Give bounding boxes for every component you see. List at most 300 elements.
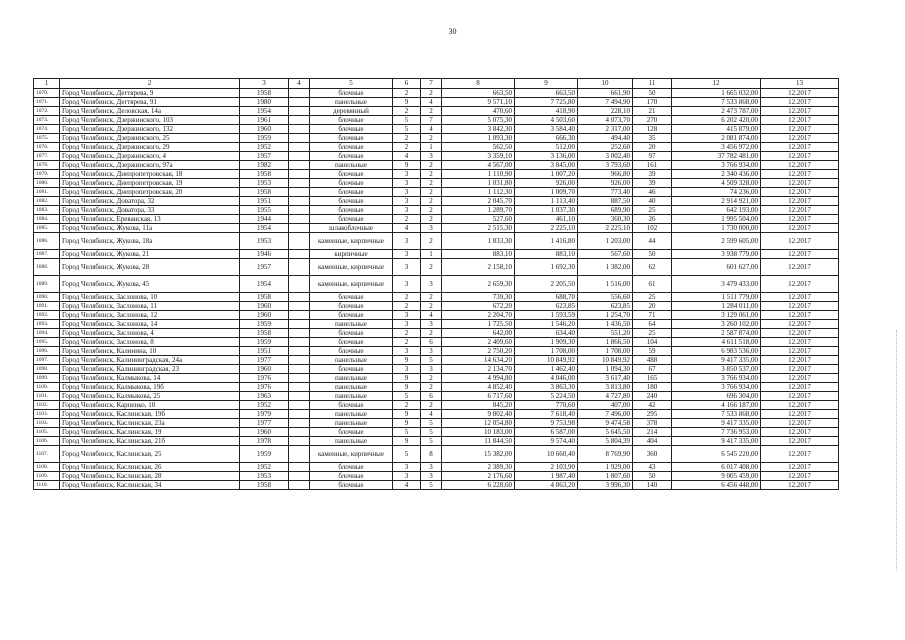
- table-cell: блочные: [310, 338, 393, 347]
- table-cell: 1101.: [34, 392, 60, 401]
- table-cell: Город Челябинск, Доватора, 33: [60, 206, 240, 215]
- table-cell: [289, 276, 310, 293]
- table-cell: 12.2017: [761, 98, 839, 107]
- table-cell: 527,60: [442, 215, 515, 224]
- table-cell: [289, 347, 310, 356]
- table-cell: 12.2017: [761, 206, 839, 215]
- table-cell: 1110.: [34, 481, 60, 490]
- table-cell: 4: [393, 481, 421, 490]
- table-cell: 12.2017: [761, 329, 839, 338]
- table-cell: Город Челябинск, Жукова, 11а: [60, 224, 240, 233]
- table-cell: блочные: [310, 329, 393, 338]
- table-cell: 1951: [240, 347, 289, 356]
- scan-edge-mark: [896, 330, 902, 570]
- table-cell: [289, 410, 310, 419]
- table-cell: 1098.: [34, 365, 60, 374]
- table-cell: панельные: [310, 161, 393, 170]
- table-row: [34, 197, 839, 206]
- table-cell: 21: [633, 107, 672, 116]
- table-cell: 6 717,60: [442, 392, 515, 401]
- table-cell: 2: [421, 206, 442, 215]
- table-cell: 2 340 436,00: [672, 170, 761, 179]
- table-cell: 3 260 102,00: [672, 320, 761, 329]
- table-cell: 3: [421, 276, 442, 293]
- table-cell: 1109.: [34, 472, 60, 481]
- table-cell: 926,00: [515, 179, 578, 188]
- table-cell: Город Челябинск, Днепропетровская, 18: [60, 170, 240, 179]
- table-cell: 40: [633, 197, 672, 206]
- table-cell: 3: [393, 179, 421, 188]
- table-row: [34, 383, 839, 392]
- table-cell: 4: [421, 98, 442, 107]
- table-cell: блочные: [310, 125, 393, 134]
- table-cell: 512,00: [515, 143, 578, 152]
- table-cell: [289, 481, 310, 490]
- table-cell: 12.2017: [761, 152, 839, 161]
- table-cell: 2: [421, 259, 442, 276]
- table-cell: [289, 233, 310, 250]
- table-cell: 494,40: [578, 134, 633, 143]
- table-cell: 3: [393, 311, 421, 320]
- table-cell: 3 584,40: [515, 125, 578, 134]
- table-cell: 128: [633, 125, 672, 134]
- table-cell: блочные: [310, 197, 393, 206]
- table-cell: 1 511 779,00: [672, 293, 761, 302]
- table-cell: 1982: [240, 161, 289, 170]
- table-cell: 7: [421, 116, 442, 125]
- table-cell: 623,85: [578, 302, 633, 311]
- table-cell: 1953: [240, 233, 289, 250]
- table-cell: 1086.: [34, 233, 60, 250]
- table-cell: 1078.: [34, 161, 60, 170]
- table-cell: 4 611 518,00: [672, 338, 761, 347]
- table-cell: 5: [421, 481, 442, 490]
- table-cell: 688,70: [515, 293, 578, 302]
- table-cell: 1106.: [34, 437, 60, 446]
- table-cell: 1959: [240, 320, 289, 329]
- column-header: 1: [34, 79, 60, 89]
- table-row: [34, 170, 839, 179]
- table-cell: 7 725,80: [515, 98, 578, 107]
- table-cell: 2: [421, 89, 442, 98]
- table-cell: 2: [393, 107, 421, 116]
- table-cell: Город Челябинск, Жукова, 18а: [60, 233, 240, 250]
- table-row: [34, 428, 839, 437]
- table-cell: 1 110,90: [442, 170, 515, 179]
- table-cell: 3: [421, 463, 442, 472]
- table-cell: 926,00: [578, 179, 633, 188]
- table-cell: 5: [421, 437, 442, 446]
- table-cell: 37 782 481,00: [672, 152, 761, 161]
- table-cell: панельные: [310, 383, 393, 392]
- table-cell: Город Челябинск, Каслинская, 21б: [60, 437, 240, 446]
- table-cell: 3: [421, 472, 442, 481]
- table-cell: 2 914 921,00: [672, 197, 761, 206]
- table-cell: [289, 311, 310, 320]
- table-cell: 3 996,30: [578, 481, 633, 490]
- table-cell: 9 571,10: [442, 98, 515, 107]
- table-cell: 1100.: [34, 383, 60, 392]
- table-cell: 9: [393, 410, 421, 419]
- table-cell: Город Челябинск, Деловская, 14а: [60, 107, 240, 116]
- table-cell: 1952: [240, 401, 289, 410]
- table-cell: 1959: [240, 338, 289, 347]
- table-cell: 7 736 953,00: [672, 428, 761, 437]
- table-cell: 140: [633, 481, 672, 490]
- table-cell: [289, 197, 310, 206]
- table-cell: 6 587,00: [515, 428, 578, 437]
- table-cell: 1977: [240, 356, 289, 365]
- column-header: 10: [578, 79, 633, 89]
- table-cell: Город Челябинск, Днепропетровская, 19: [60, 179, 240, 188]
- table-cell: 12.2017: [761, 179, 839, 188]
- table-cell: 12.2017: [761, 392, 839, 401]
- table-cell: 214: [633, 428, 672, 437]
- table-cell: [289, 89, 310, 98]
- table-cell: 3: [393, 320, 421, 329]
- table-cell: 2 515,30: [442, 224, 515, 233]
- table-cell: 12.2017: [761, 293, 839, 302]
- table-cell: 3 766 934,00: [672, 161, 761, 170]
- table-cell: 12.2017: [761, 125, 839, 134]
- table-cell: 404: [633, 437, 672, 446]
- table-row: [34, 329, 839, 338]
- table-cell: Город Челябинск, Каслинская, 34: [60, 481, 240, 490]
- table-cell: 1 007,20: [515, 170, 578, 179]
- table-cell: 6 202 420,00: [672, 116, 761, 125]
- table-cell: 1 203,00: [578, 233, 633, 250]
- table-cell: 5: [393, 125, 421, 134]
- table-cell: 12.2017: [761, 311, 839, 320]
- table-cell: 1 037,30: [515, 206, 578, 215]
- table-cell: деревянный: [310, 107, 393, 116]
- table-cell: [289, 134, 310, 143]
- table-cell: 1 807,60: [578, 472, 633, 481]
- table-cell: 2: [393, 329, 421, 338]
- table-row: [34, 320, 839, 329]
- table-cell: 39: [633, 179, 672, 188]
- table-cell: [289, 116, 310, 125]
- table-cell: панельные: [310, 98, 393, 107]
- table-cell: 165: [633, 374, 672, 383]
- table-cell: 1959: [240, 134, 289, 143]
- table-cell: 5: [393, 446, 421, 463]
- table-cell: 1093.: [34, 320, 60, 329]
- table-cell: 1083.: [34, 206, 60, 215]
- table-cell: блочные: [310, 89, 393, 98]
- table-cell: 12.2017: [761, 302, 839, 311]
- table-cell: 104: [633, 338, 672, 347]
- table-cell: 4: [421, 410, 442, 419]
- table-cell: 12 054,80: [442, 419, 515, 428]
- table-cell: 5 804,39: [578, 437, 633, 446]
- table-cell: 2: [421, 302, 442, 311]
- table-cell: 1954: [240, 224, 289, 233]
- table-cell: 12.2017: [761, 437, 839, 446]
- table-cell: 8: [421, 446, 442, 463]
- table-cell: Город Челябинск, Жукова, 28: [60, 259, 240, 276]
- table-cell: 1105.: [34, 428, 60, 437]
- table-cell: 883,10: [442, 250, 515, 259]
- table-cell: 2 750,20: [442, 347, 515, 356]
- table-cell: 1 987,40: [515, 472, 578, 481]
- column-header: 11: [633, 79, 672, 89]
- table-cell: 3 793,60: [578, 161, 633, 170]
- table-cell: 1 516,00: [578, 276, 633, 293]
- table-cell: 3: [393, 197, 421, 206]
- table-cell: 1075.: [34, 134, 60, 143]
- table-cell: 1102.: [34, 401, 60, 410]
- table-cell: блочные: [310, 428, 393, 437]
- table-cell: 1 289,70: [442, 206, 515, 215]
- table-cell: 12.2017: [761, 233, 839, 250]
- table-cell: 3: [421, 320, 442, 329]
- table-cell: 2: [421, 161, 442, 170]
- table-cell: 1960: [240, 428, 289, 437]
- table-cell: 12.2017: [761, 472, 839, 481]
- table-cell: Город Челябинск, Калининградская, 24а: [60, 356, 240, 365]
- table-cell: 2 225,10: [578, 224, 633, 233]
- table-cell: 3 850 537,00: [672, 365, 761, 374]
- page-number: 30: [448, 27, 457, 36]
- table-cell: Город Челябинск, Жукова, 21: [60, 250, 240, 259]
- table-cell: 5: [393, 116, 421, 125]
- table-cell: блочные: [310, 293, 393, 302]
- table-cell: 170: [633, 98, 672, 107]
- table-cell: Город Челябинск, Ереванская, 13: [60, 215, 240, 224]
- table-cell: 4 166 187,00: [672, 401, 761, 410]
- table-cell: 6 545 220,00: [672, 446, 761, 463]
- table-cell: 7 533 868,00: [672, 410, 761, 419]
- table-cell: 3 813,80: [578, 383, 633, 392]
- table-cell: 1 284 011,00: [672, 302, 761, 311]
- table-cell: панельные: [310, 374, 393, 383]
- table-cell: Город Челябинск, Днепропетровская, 20: [60, 188, 240, 197]
- table-cell: 2 659,30: [442, 276, 515, 293]
- table-cell: [289, 293, 310, 302]
- table-cell: 1091.: [34, 302, 60, 311]
- table-cell: Город Челябинск, Доватора, 32: [60, 197, 240, 206]
- table-cell: 9: [393, 356, 421, 365]
- table-cell: 7 533 868,00: [672, 98, 761, 107]
- table-cell: 1088.: [34, 259, 60, 276]
- table-row: [34, 311, 839, 320]
- table-cell: Город Челябинск, Каслинская, 19: [60, 428, 240, 437]
- table-cell: [289, 302, 310, 311]
- table-cell: 1079.: [34, 170, 60, 179]
- table-cell: [289, 392, 310, 401]
- table-cell: 1 665 032,00: [672, 89, 761, 98]
- table-cell: [289, 259, 310, 276]
- table-cell: 9 005 459,00: [672, 472, 761, 481]
- table-cell: 3: [393, 188, 421, 197]
- table-cell: 661,90: [578, 89, 633, 98]
- table-cell: 634,40: [515, 329, 578, 338]
- table-cell: 6 017 408,00: [672, 463, 761, 472]
- table-cell: 1096.: [34, 347, 60, 356]
- table-cell: 1976: [240, 374, 289, 383]
- table-cell: [289, 107, 310, 116]
- table-cell: 12.2017: [761, 401, 839, 410]
- column-header: 5: [310, 79, 393, 89]
- table-cell: 1 909,30: [515, 338, 578, 347]
- table-cell: 461,10: [515, 215, 578, 224]
- table-cell: 1 692,30: [515, 259, 578, 276]
- table-cell: [289, 472, 310, 481]
- column-header: 4: [289, 79, 310, 89]
- table-cell: 161: [633, 161, 672, 170]
- table-cell: 2: [421, 188, 442, 197]
- table-cell: Город Челябинск, Каслинская, 26: [60, 463, 240, 472]
- table-cell: Город Челябинск, Каслинская, 25: [60, 446, 240, 463]
- table-cell: 360,30: [578, 215, 633, 224]
- table-cell: 663,50: [442, 89, 515, 98]
- table-cell: панельные: [310, 410, 393, 419]
- table-cell: 3: [421, 152, 442, 161]
- table-cell: 3: [421, 224, 442, 233]
- table-cell: 9 753,98: [515, 419, 578, 428]
- table-cell: 567,60: [578, 250, 633, 259]
- table-cell: 12.2017: [761, 107, 839, 116]
- table-cell: блочные: [310, 206, 393, 215]
- table-cell: 97: [633, 152, 672, 161]
- table-cell: 1951: [240, 197, 289, 206]
- table-row: [34, 347, 839, 356]
- table-row: [34, 250, 839, 259]
- table-cell: 1979: [240, 410, 289, 419]
- table-cell: 1953: [240, 472, 289, 481]
- table-cell: [289, 329, 310, 338]
- table-cell: Город Челябинск, Дзержинского, 29: [60, 143, 240, 152]
- table-cell: 6 228,60: [442, 481, 515, 490]
- table-cell: 3 136,00: [515, 152, 578, 161]
- table-cell: 180: [633, 383, 672, 392]
- table-cell: 1107.: [34, 446, 60, 463]
- table-cell: 1: [421, 143, 442, 152]
- table-row: [34, 401, 839, 410]
- table-cell: 883,10: [515, 250, 578, 259]
- table-cell: 1071.: [34, 98, 60, 107]
- table-cell: 1084.: [34, 215, 60, 224]
- table-cell: 12.2017: [761, 197, 839, 206]
- table-cell: 12.2017: [761, 463, 839, 472]
- table-cell: 3: [421, 365, 442, 374]
- table-cell: 1090.: [34, 293, 60, 302]
- table-cell: 1070.: [34, 89, 60, 98]
- table-cell: 2: [421, 293, 442, 302]
- table-cell: 845,20: [442, 401, 515, 410]
- table-cell: [289, 250, 310, 259]
- table-cell: [289, 419, 310, 428]
- table-cell: 12.2017: [761, 374, 839, 383]
- table-cell: 418,90: [515, 107, 578, 116]
- table-cell: [289, 320, 310, 329]
- table-cell: Город Челябинск, Карпенко, 10: [60, 401, 240, 410]
- table-cell: 8 769,90: [578, 446, 633, 463]
- table-cell: 74 236,00: [672, 188, 761, 197]
- table-cell: 1 462,40: [515, 365, 578, 374]
- table-cell: 1961: [240, 116, 289, 125]
- table-cell: 9 474,58: [578, 419, 633, 428]
- table-cell: 1955: [240, 206, 289, 215]
- table-cell: 3 845,00: [515, 161, 578, 170]
- table-cell: [289, 179, 310, 188]
- table-cell: 228,10: [578, 107, 633, 116]
- table-cell: 1 254,70: [578, 311, 633, 320]
- table-cell: 9 417 335,00: [672, 437, 761, 446]
- table-cell: 2 205,50: [515, 276, 578, 293]
- table-cell: 3: [393, 365, 421, 374]
- table-cell: 12.2017: [761, 347, 839, 356]
- table-cell: панельные: [310, 419, 393, 428]
- table-cell: 1952: [240, 463, 289, 472]
- table-cell: 773,40: [578, 188, 633, 197]
- table-cell: Город Челябинск, Калмыкова, 14: [60, 374, 240, 383]
- table-cell: 6 456 448,00: [672, 481, 761, 490]
- table-cell: 2 225,10: [515, 224, 578, 233]
- table-row: [34, 143, 839, 152]
- table-cell: 1958: [240, 170, 289, 179]
- table-cell: 14 634,20: [442, 356, 515, 365]
- table-cell: каменные, кирпичные: [310, 259, 393, 276]
- table-cell: [289, 143, 310, 152]
- table-cell: 12.2017: [761, 338, 839, 347]
- table-cell: 4: [393, 152, 421, 161]
- table-cell: 9 574,40: [515, 437, 578, 446]
- table-cell: панельные: [310, 437, 393, 446]
- table-cell: 1072.: [34, 107, 60, 116]
- table-cell: Город Челябинск, Дзержинского, 97а: [60, 161, 240, 170]
- table-cell: блочные: [310, 302, 393, 311]
- table-cell: 642,00: [442, 329, 515, 338]
- table-cell: панельные: [310, 356, 393, 365]
- column-header: 6: [393, 79, 421, 89]
- table-cell: панельные: [310, 320, 393, 329]
- table-cell: 1 009,70: [515, 188, 578, 197]
- table-cell: 2: [393, 302, 421, 311]
- table-cell: 1 546,20: [515, 320, 578, 329]
- table-cell: шлакоблочные: [310, 224, 393, 233]
- table-cell: 3 617,40: [578, 374, 633, 383]
- table-cell: Город Челябинск, Жукова, 45: [60, 276, 240, 293]
- table-cell: 1960: [240, 125, 289, 134]
- table-cell: 6: [421, 338, 442, 347]
- table-cell: 4 863,20: [515, 481, 578, 490]
- table-cell: Город Челябинск, Калинина, 10: [60, 347, 240, 356]
- table-cell: [289, 437, 310, 446]
- table-cell: блочные: [310, 347, 393, 356]
- table-row: [34, 302, 839, 311]
- table-row: [34, 356, 839, 365]
- table-cell: 1959: [240, 446, 289, 463]
- table-cell: 3 766 934,00: [672, 374, 761, 383]
- table-cell: 470,60: [442, 107, 515, 116]
- table-row: [34, 293, 839, 302]
- table-cell: 551,20: [578, 329, 633, 338]
- table-cell: 2: [421, 329, 442, 338]
- table-cell: 966,80: [578, 170, 633, 179]
- table-cell: 1 093,30: [442, 134, 515, 143]
- table-cell: Город Челябинск, Калмыкова, 19б: [60, 383, 240, 392]
- table-cell: 2 599 605,00: [672, 233, 761, 250]
- table-cell: 12.2017: [761, 428, 839, 437]
- column-header: 12: [672, 79, 761, 89]
- table-cell: 1958: [240, 329, 289, 338]
- table-cell: 1953: [240, 179, 289, 188]
- table-cell: каменные, кирпичные: [310, 233, 393, 250]
- table-cell: 4 046,00: [515, 374, 578, 383]
- table-cell: Город Челябинск, Заслонова, 4: [60, 329, 240, 338]
